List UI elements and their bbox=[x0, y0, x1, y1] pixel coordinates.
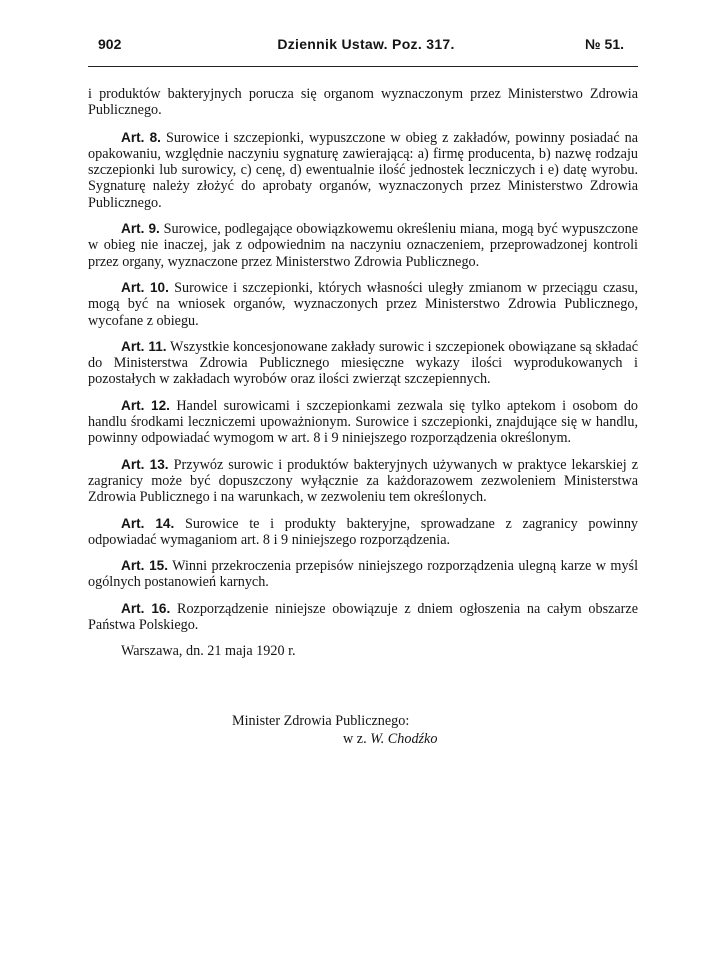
place-date: Warszawa, dn. 21 maja 1920 r. bbox=[121, 643, 296, 660]
article-label: Art. 16. bbox=[121, 600, 171, 616]
signature-prefix: w z. bbox=[343, 731, 367, 747]
article-text: Przywóz surowic i produktów bakteryjnych używanych w praktyce lekarskiej z zagranicy może być dopuszczony wyłącznie za każdorazowem zezwoleniem Ministerstwa Zdrowia Publicznego i na warunkach, w zezwoleniu tem określonych. bbox=[88, 456, 638, 506]
article-label: Art. 8. bbox=[121, 129, 161, 145]
article-text: Surowice i szczepionki, których własności uległy zmianom w przeciągu czasu, mogą być na wniosek organów, wyznaczonych przez Ministerstwo Zdrowia Publicznego, wycofane z obiegu. bbox=[88, 279, 638, 329]
intro-paragraph: i produktów bakteryjnych porucza się organom wyznaczonym przez Ministerstwo Zdrowia Publicznego. bbox=[88, 86, 638, 119]
article-text: Wszystkie koncesjonowane zakłady surowic i szczepionek obowiązane są składać do Ministerstwa Zdrowia Publicznego miesięczne wykazy ilości wyprodukowanych i pozostałych w zakładach wyrobów oraz ilości zwierząt szczepiennych. bbox=[88, 338, 638, 388]
article-text: Surowice i szczepionki, wypuszczone w obieg z zakładów, powinny posiadać na opakowaniu, względnie naczyniu sygnaturę zawierającą: a) firmę producenta, b) nazwę rodzaju szczepionki lub surowicy, c) cenę, d) ewentualnie ilość jednostek leczniczych i e) datę wyrobu. Sygnaturę należy złożyć do aprobaty organów, wyznaczonych przez Ministerstwo Zdrowia Publicznego. bbox=[88, 129, 638, 211]
signature-name: W. Chodźko bbox=[370, 731, 438, 747]
article-text: Handel surowicami i szczepionkami zezwala się tylko aptekom i osobom do handlu środkami leczniczemi upoważnionym. Surowice i szczepionki, znajdujące się w handlu, powinny odpowiadać wymogom w art. 8 i 9 niniejszego rozporządzenia określonym. bbox=[88, 397, 639, 447]
page-header bbox=[88, 36, 644, 58]
article-label: Art. 12. bbox=[121, 397, 170, 413]
article-label: Art. 15. bbox=[121, 558, 168, 574]
issue-number: № 51. bbox=[585, 36, 624, 52]
signatory-name bbox=[343, 730, 437, 749]
article-text: Surowice, podlegające obowiązkowemu określeniu miana, mogą być wypuszczone w obieg nie inaczej, jak z odpowiednim na naczyniu oznaczeniem, przeprowadzonej kontroli przez organy, wyznaczone przez Ministerstwo Zdrowia Publicznego. bbox=[88, 221, 639, 270]
article-label: Art. 11. bbox=[121, 338, 167, 354]
header-rule bbox=[88, 66, 638, 67]
article-text: Rozporządzenie niniejsze obowiązuje z dniem ogłoszenia na całym obszarze Państwa Polskiego. bbox=[88, 600, 639, 634]
page-number: 902 bbox=[98, 36, 122, 52]
article-9 bbox=[88, 221, 638, 270]
article-text: Surowice te i produkty bakteryjne, sprowadzane z zagranicy powinny odpowiadać wymaganiom art. 8 i 9 niniejszego rozporządzenia. bbox=[88, 515, 639, 548]
article-label: Art. 14. bbox=[121, 515, 175, 531]
article-11 bbox=[88, 339, 638, 388]
article-15 bbox=[88, 558, 638, 591]
article-14 bbox=[88, 516, 638, 549]
journal-title: Dziennik Ustaw. Poz. 317. bbox=[277, 36, 455, 52]
article-label: Art. 10. bbox=[121, 279, 169, 295]
article-13 bbox=[88, 457, 638, 506]
signatory-title: Minister Zdrowia Publicznego: bbox=[232, 713, 410, 729]
article-12 bbox=[88, 398, 638, 447]
document-body bbox=[88, 86, 638, 670]
article-8 bbox=[88, 130, 638, 211]
article-16 bbox=[88, 601, 638, 634]
article-text: Winni przekroczenia przepisów niniejszego rozporządzenia ulegną karze w myśl ogólnych postanowień karnych. bbox=[88, 558, 639, 591]
article-label: Art. 9. bbox=[121, 221, 160, 237]
article-label: Art. 13. bbox=[121, 456, 169, 472]
article-10 bbox=[88, 280, 638, 329]
